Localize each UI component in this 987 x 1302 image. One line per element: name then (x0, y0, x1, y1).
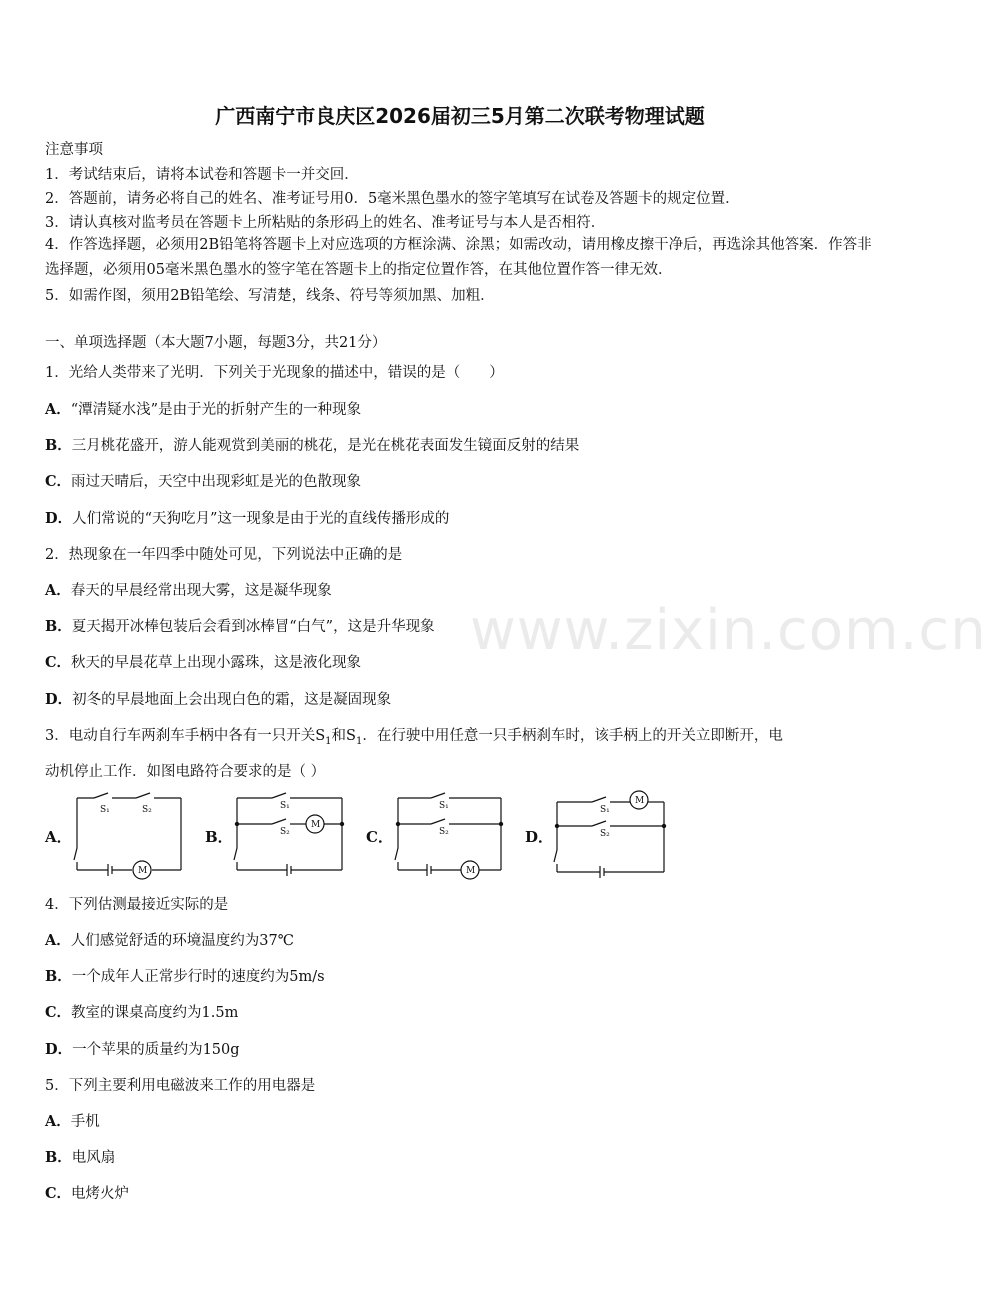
switch-label: S₁ (280, 801, 290, 811)
motor-label: M (138, 866, 148, 876)
page-title: 广西南宁市良庆区2026届初三5月第二次联考物理试题 (215, 104, 705, 128)
circuit-diagram-c (393, 792, 505, 878)
question-stem: 1．光给人类带来了光明．下列关于光现象的描述中，错误的是（ ） (45, 365, 504, 381)
switch-label: S₁ (600, 805, 610, 815)
option-a: A．人们感觉舒适的环境温度约为37℃ (45, 932, 294, 949)
question-stem: 5．下列主要利用电磁波来工作的用电器是 (45, 1078, 316, 1094)
notice-item: 2．答题前，请务必将自己的姓名、准考证号用0．5毫米黑色墨水的签字笔填写在试卷及答题卡的规定位置． (45, 191, 740, 207)
option-a-label: A． (45, 828, 72, 846)
switch-label: S₁ (100, 805, 110, 815)
section-heading: 一、单项选择题（本大题7小题，每题3分，共21分） (45, 335, 387, 351)
watermark: www.zixin.com.cn (470, 598, 987, 663)
notice-item: 5．如需作图，须用2B铅笔绘、写清楚，线条、符号等须加黑、加粗． (45, 288, 495, 304)
option-d: D．一个苹果的质量约为150g (45, 1041, 240, 1058)
option-c-label: C． (366, 828, 393, 846)
option-c: C．教室的课桌高度约为1.5m (45, 1004, 239, 1021)
circuit-diagram-b (232, 792, 347, 878)
option-b: B．夏天揭开冰棒包装后会看到冰棒冒“白气”，这是升华现象 (45, 618, 435, 635)
option-d: D．初冬的早晨地面上会出现白色的霜，这是凝固现象 (45, 691, 392, 708)
question-stem-cont: 动机停止工作．如图电路符合要求的是（ ） (45, 764, 326, 780)
circuit-diagram-d (552, 792, 670, 882)
option-c: C．秋天的早晨花草上出现小露珠，这是液化现象 (45, 654, 362, 671)
motor-label: M (311, 820, 321, 830)
option-c: C．电烤火炉 (45, 1185, 130, 1202)
notice-item: 1．考试结束后，请将本试卷和答题卡一并交回． (45, 167, 359, 183)
switch-label: S₂ (280, 827, 290, 837)
question-stem: 2．热现象在一年四季中随处可见，下列说法中正确的是 (45, 547, 403, 563)
circuit-diagram-a (72, 792, 184, 878)
switch-label: S₂ (439, 827, 449, 837)
switch-label: S₁ (439, 801, 449, 811)
option-c: C．雨过天晴后，天空中出现彩虹是光的色散现象 (45, 473, 362, 490)
motor-label: M (635, 796, 645, 806)
switch-label: S₂ (600, 829, 610, 839)
option-a: A．“潭清疑水浅”是由于光的折射产生的一种现象 (45, 401, 362, 418)
notice-heading: 注意事项 (45, 142, 103, 158)
motor-label: M (466, 866, 476, 876)
option-b-label: B． (205, 828, 233, 846)
notice-item: 3．请认真核对监考员在答题卡上所粘贴的条形码上的姓名、准考证号与本人是否相符． (45, 215, 606, 231)
option-a: A．春天的早晨经常出现大雾，这是凝华现象 (45, 582, 332, 599)
option-b: B．一个成年人正常步行时的速度约为5m/s (45, 968, 325, 985)
notice-item: 4．作答选择题，必须用2B铅笔将答题卡上对应选项的方框涂满、涂黑；如需改动，请用橡皮擦干净后，再选涂其他答案．作答非选择题，必须用05毫米黑色墨水的签字笔在答题卡上的指定位置作答，在其他位置作答一律无效． (45, 237, 872, 278)
option-b: B．三月桃花盛开，游人能观赏到美丽的桃花，是光在桃花表面发生镜面反射的结果 (45, 437, 580, 454)
question-stem: 4．下列估测最接近实际的是 (45, 897, 229, 913)
option-d-label: D． (525, 828, 554, 846)
option-a: A．手机 (45, 1113, 100, 1130)
switch-label: S₂ (142, 805, 152, 815)
question-stem: 3．电动自行车两刹车手柄中各有一只开关$S_1$和$S_1$．在行驶中用任意一只手柄刹车时，该手柄上的开关立即断开，电 (45, 728, 783, 747)
option-d: D．人们常说的“天狗吃月”这一现象是由于光的直线传播形成的 (45, 510, 450, 527)
option-b: B．电风扇 (45, 1149, 116, 1166)
